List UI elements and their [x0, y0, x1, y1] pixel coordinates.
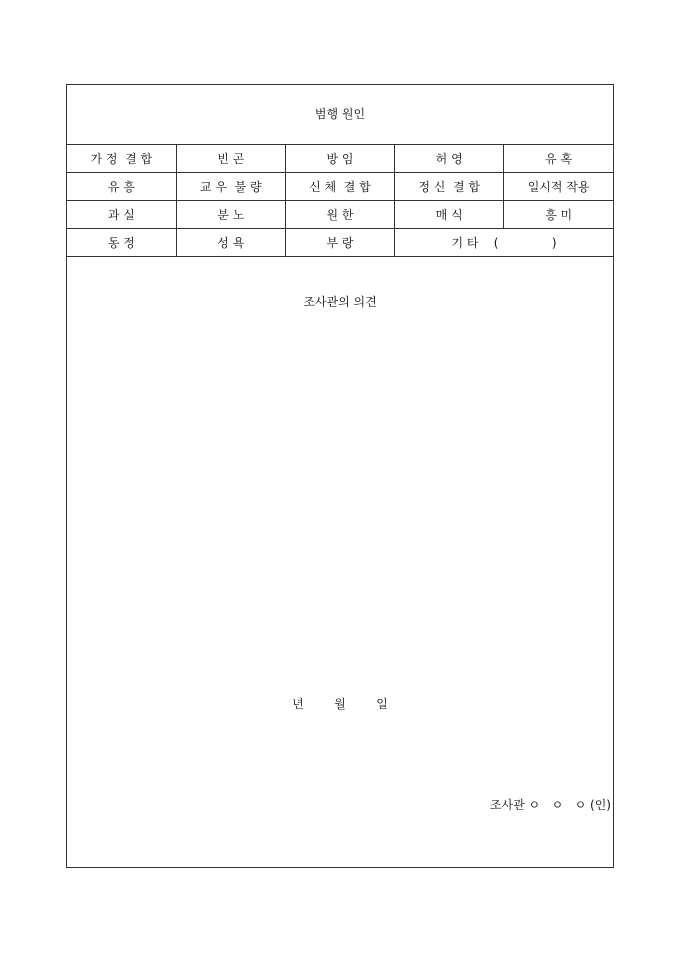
investigator-signature[interactable]: 조사관 ㅇ ㅇ ㅇ (인) — [489, 798, 611, 812]
cause-cell: 동 정 — [67, 229, 176, 257]
cause-cell: 유 혹 — [504, 145, 613, 173]
investigation-form — [66, 84, 614, 868]
cause-cell: 신 체 결 합 — [285, 173, 394, 201]
cause-other-cell[interactable]: 기 타 ( ) — [395, 229, 613, 257]
table-row — [67, 145, 613, 173]
cause-cell: 교 우 불 량 — [176, 173, 285, 201]
cause-cell: 정 신 결 합 — [395, 173, 504, 201]
cause-cell: 원 한 — [285, 201, 394, 229]
cause-cell: 성 욕 — [176, 229, 285, 257]
cause-cell: 부 랑 — [285, 229, 394, 257]
cause-cell: 흥 미 — [504, 201, 613, 229]
cause-cell: 매 식 — [395, 201, 504, 229]
cause-cell: 일시적 작용 — [504, 173, 613, 201]
cause-cell: 방 임 — [285, 145, 394, 173]
cause-cell: 과 실 — [67, 201, 176, 229]
crime-cause-table — [67, 145, 613, 257]
crime-cause-title: 범행 원인 — [67, 85, 613, 145]
table-row — [67, 229, 613, 257]
cause-cell: 가 정 결 합 — [67, 145, 176, 173]
cause-cell: 빈 곤 — [176, 145, 285, 173]
cause-cell: 유 흥 — [67, 173, 176, 201]
table-row — [67, 201, 613, 229]
date-line[interactable]: 년 월 일 — [292, 697, 388, 711]
opinion-title: 조사관의 의견 — [303, 295, 377, 309]
cause-cell: 분 노 — [176, 201, 285, 229]
cause-cell: 허 영 — [395, 145, 504, 173]
table-row — [67, 173, 613, 201]
